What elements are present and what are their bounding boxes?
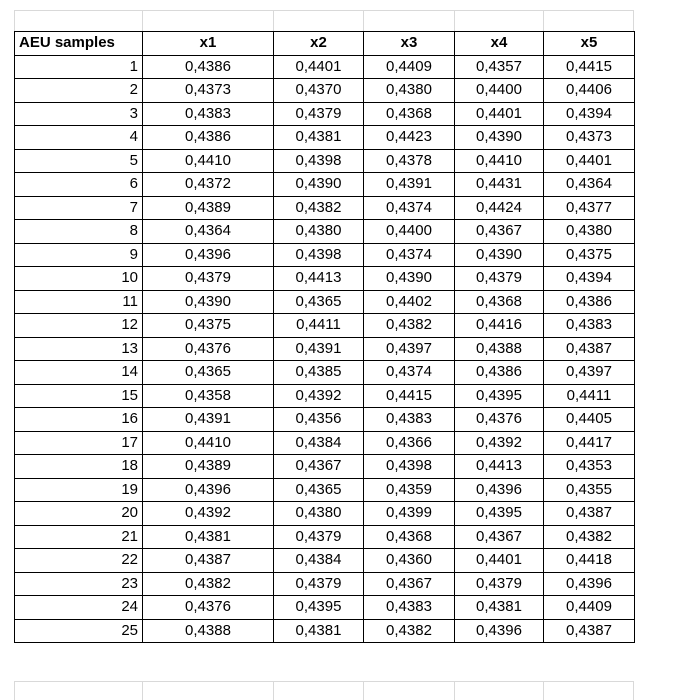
- x3-value-cell[interactable]: 0,4360: [364, 549, 455, 573]
- x1-value-cell[interactable]: 0,4386: [143, 126, 274, 150]
- x3-value-cell[interactable]: 0,4374: [364, 243, 455, 267]
- header-row: [15, 32, 635, 56]
- x4-value-cell[interactable]: 0,4357: [455, 55, 544, 79]
- x5-value-cell[interactable]: 0,4418: [544, 549, 635, 573]
- x2-value-cell[interactable]: 0,4398: [274, 149, 364, 173]
- empty-cell[interactable]: [273, 10, 363, 31]
- x3-value-cell[interactable]: 0,4380: [364, 79, 455, 103]
- table-row: [15, 455, 635, 479]
- sample-index-cell[interactable]: 8: [15, 220, 143, 244]
- x4-value-cell[interactable]: 0,4390: [455, 243, 544, 267]
- empty-cell[interactable]: [14, 10, 142, 31]
- table-row: [15, 431, 635, 455]
- x2-value-cell[interactable]: 0,4390: [274, 173, 364, 197]
- empty-cell[interactable]: [363, 10, 454, 31]
- x5-value-cell[interactable]: 0,4394: [544, 267, 635, 291]
- table-row: [15, 196, 635, 220]
- x3-value-cell[interactable]: 0,4400: [364, 220, 455, 244]
- sample-index-cell[interactable]: 10: [15, 267, 143, 291]
- x2-value-cell[interactable]: 0,4381: [274, 126, 364, 150]
- table-row: [15, 478, 635, 502]
- x3-value-cell[interactable]: 0,4366: [364, 431, 455, 455]
- x4-value-cell[interactable]: 0,4431: [455, 173, 544, 197]
- table-row: [15, 525, 635, 549]
- x4-value-cell[interactable]: 0,4401: [455, 549, 544, 573]
- header-cell-x5[interactable]: x5: [544, 32, 635, 56]
- x5-value-cell[interactable]: 0,4417: [544, 431, 635, 455]
- sample-index-cell[interactable]: 1: [15, 55, 143, 79]
- x3-value-cell[interactable]: 0,4378: [364, 149, 455, 173]
- sample-index-cell[interactable]: 18: [15, 455, 143, 479]
- sample-index-cell[interactable]: 21: [15, 525, 143, 549]
- sample-index-cell[interactable]: 5: [15, 149, 143, 173]
- x5-value-cell[interactable]: 0,4406: [544, 79, 635, 103]
- x4-value-cell[interactable]: 0,4424: [455, 196, 544, 220]
- table-row: [15, 502, 635, 526]
- x2-value-cell[interactable]: 0,4356: [274, 408, 364, 432]
- x3-value-cell[interactable]: 0,4409: [364, 55, 455, 79]
- sample-index-cell[interactable]: 22: [15, 549, 143, 573]
- x2-value-cell[interactable]: 0,4379: [274, 525, 364, 549]
- x1-value-cell[interactable]: 0,4372: [143, 173, 274, 197]
- x1-value-cell[interactable]: 0,4376: [143, 337, 274, 361]
- x1-value-cell[interactable]: 0,4387: [143, 549, 274, 573]
- x2-value-cell[interactable]: 0,4382: [274, 196, 364, 220]
- x1-value-cell[interactable]: 0,4376: [143, 596, 274, 620]
- table-row: [15, 384, 635, 408]
- x3-value-cell[interactable]: 0,4423: [364, 126, 455, 150]
- x1-value-cell[interactable]: 0,4389: [143, 455, 274, 479]
- header-cell-samples[interactable]: AEU samples: [15, 32, 143, 56]
- table-row: [15, 55, 635, 79]
- x5-value-cell[interactable]: 0,4387: [544, 619, 635, 643]
- empty-cell[interactable]: [142, 10, 273, 31]
- x1-value-cell[interactable]: 0,4358: [143, 384, 274, 408]
- x1-value-cell[interactable]: 0,4391: [143, 408, 274, 432]
- x5-value-cell[interactable]: 0,4415: [544, 55, 635, 79]
- empty-cell[interactable]: [14, 681, 142, 700]
- x2-value-cell[interactable]: 0,4391: [274, 337, 364, 361]
- x5-value-cell[interactable]: 0,4411: [544, 384, 635, 408]
- table-row: [15, 290, 635, 314]
- empty-cell[interactable]: [273, 681, 363, 700]
- header-cell-x3[interactable]: x3: [364, 32, 455, 56]
- x5-value-cell[interactable]: 0,4353: [544, 455, 635, 479]
- x2-value-cell[interactable]: 0,4365: [274, 290, 364, 314]
- sample-index-cell[interactable]: 24: [15, 596, 143, 620]
- x5-value-cell[interactable]: 0,4387: [544, 337, 635, 361]
- table-row: [15, 572, 635, 596]
- x3-value-cell[interactable]: 0,4399: [364, 502, 455, 526]
- sample-index-cell[interactable]: 15: [15, 384, 143, 408]
- x3-value-cell[interactable]: 0,4368: [364, 102, 455, 126]
- table-row: [15, 596, 635, 620]
- x5-value-cell[interactable]: 0,4409: [544, 596, 635, 620]
- x1-value-cell[interactable]: 0,4396: [143, 478, 274, 502]
- x4-value-cell[interactable]: 0,4395: [455, 384, 544, 408]
- x5-value-cell[interactable]: 0,4382: [544, 525, 635, 549]
- x2-value-cell[interactable]: 0,4367: [274, 455, 364, 479]
- aeu-samples-table: [14, 31, 635, 643]
- empty-cell[interactable]: [543, 681, 634, 700]
- sample-index-cell[interactable]: 11: [15, 290, 143, 314]
- sample-index-cell[interactable]: 3: [15, 102, 143, 126]
- x4-value-cell[interactable]: 0,4392: [455, 431, 544, 455]
- sample-index-cell[interactable]: 19: [15, 478, 143, 502]
- x3-value-cell[interactable]: 0,4359: [364, 478, 455, 502]
- empty-cell[interactable]: [363, 681, 454, 700]
- x4-value-cell[interactable]: 0,4386: [455, 361, 544, 385]
- x5-value-cell[interactable]: 0,4401: [544, 149, 635, 173]
- x4-value-cell[interactable]: 0,4381: [455, 596, 544, 620]
- x1-value-cell[interactable]: 0,4373: [143, 79, 274, 103]
- x3-value-cell[interactable]: 0,4402: [364, 290, 455, 314]
- x4-value-cell[interactable]: 0,4367: [455, 525, 544, 549]
- x3-value-cell[interactable]: 0,4367: [364, 572, 455, 596]
- table-row: [15, 619, 635, 643]
- x3-value-cell[interactable]: 0,4382: [364, 619, 455, 643]
- x5-value-cell[interactable]: 0,4386: [544, 290, 635, 314]
- x4-value-cell[interactable]: 0,4390: [455, 126, 544, 150]
- x3-value-cell[interactable]: 0,4368: [364, 525, 455, 549]
- table-row: [15, 126, 635, 150]
- table-row: [15, 220, 635, 244]
- x4-value-cell[interactable]: 0,4376: [455, 408, 544, 432]
- x2-value-cell[interactable]: 0,4413: [274, 267, 364, 291]
- x4-value-cell[interactable]: 0,4413: [455, 455, 544, 479]
- x5-value-cell[interactable]: 0,4394: [544, 102, 635, 126]
- x5-value-cell[interactable]: 0,4377: [544, 196, 635, 220]
- x4-value-cell[interactable]: 0,4368: [455, 290, 544, 314]
- x4-value-cell[interactable]: 0,4410: [455, 149, 544, 173]
- table-row: [15, 549, 635, 573]
- sample-index-cell[interactable]: 6: [15, 173, 143, 197]
- x1-value-cell[interactable]: 0,4382: [143, 572, 274, 596]
- table-row: [15, 79, 635, 103]
- x2-value-cell[interactable]: 0,4379: [274, 102, 364, 126]
- header-cell-x4[interactable]: x4: [455, 32, 544, 56]
- x1-value-cell[interactable]: 0,4410: [143, 431, 274, 455]
- x3-value-cell[interactable]: 0,4398: [364, 455, 455, 479]
- x1-value-cell[interactable]: 0,4379: [143, 267, 274, 291]
- table-row: [15, 102, 635, 126]
- x3-value-cell[interactable]: 0,4374: [364, 196, 455, 220]
- x1-value-cell[interactable]: 0,4365: [143, 361, 274, 385]
- table-row: [15, 267, 635, 291]
- x5-value-cell[interactable]: 0,4364: [544, 173, 635, 197]
- empty-gridline-row-top: [14, 10, 634, 31]
- table-row: [15, 243, 635, 267]
- sample-index-cell[interactable]: 17: [15, 431, 143, 455]
- sample-index-cell[interactable]: 4: [15, 126, 143, 150]
- sample-index-cell[interactable]: 14: [15, 361, 143, 385]
- sample-index-cell[interactable]: 7: [15, 196, 143, 220]
- sample-index-cell[interactable]: 13: [15, 337, 143, 361]
- x4-value-cell[interactable]: 0,4400: [455, 79, 544, 103]
- x3-value-cell[interactable]: 0,4383: [364, 408, 455, 432]
- x2-value-cell[interactable]: 0,4401: [274, 55, 364, 79]
- x4-value-cell[interactable]: 0,4379: [455, 267, 544, 291]
- x2-value-cell[interactable]: 0,4411: [274, 314, 364, 338]
- table-row: [15, 149, 635, 173]
- x2-value-cell[interactable]: 0,4398: [274, 243, 364, 267]
- sample-index-cell[interactable]: 25: [15, 619, 143, 643]
- x2-value-cell[interactable]: 0,4392: [274, 384, 364, 408]
- x1-value-cell[interactable]: 0,4390: [143, 290, 274, 314]
- x1-value-cell[interactable]: 0,4381: [143, 525, 274, 549]
- x2-value-cell[interactable]: 0,4385: [274, 361, 364, 385]
- spreadsheet: [14, 10, 634, 700]
- x1-value-cell[interactable]: 0,4388: [143, 619, 274, 643]
- x1-value-cell[interactable]: 0,4383: [143, 102, 274, 126]
- x3-value-cell[interactable]: 0,4382: [364, 314, 455, 338]
- x4-value-cell[interactable]: 0,4395: [455, 502, 544, 526]
- sample-index-cell[interactable]: 12: [15, 314, 143, 338]
- empty-cell[interactable]: [543, 10, 634, 31]
- x1-value-cell[interactable]: 0,4410: [143, 149, 274, 173]
- header-cell-x2[interactable]: x2: [274, 32, 364, 56]
- x3-value-cell[interactable]: 0,4391: [364, 173, 455, 197]
- table-row: [15, 173, 635, 197]
- x2-value-cell[interactable]: 0,4380: [274, 220, 364, 244]
- x3-value-cell[interactable]: 0,4415: [364, 384, 455, 408]
- x4-value-cell[interactable]: 0,4388: [455, 337, 544, 361]
- empty-gridline-row-bottom: [14, 681, 634, 700]
- x1-value-cell[interactable]: 0,4392: [143, 502, 274, 526]
- x2-value-cell[interactable]: 0,4384: [274, 431, 364, 455]
- x2-value-cell[interactable]: 0,4365: [274, 478, 364, 502]
- table-row: [15, 361, 635, 385]
- x5-value-cell[interactable]: 0,4396: [544, 572, 635, 596]
- x2-value-cell[interactable]: 0,4370: [274, 79, 364, 103]
- x4-value-cell[interactable]: 0,4367: [455, 220, 544, 244]
- x5-value-cell[interactable]: 0,4380: [544, 220, 635, 244]
- table-row: [15, 337, 635, 361]
- x5-value-cell[interactable]: 0,4405: [544, 408, 635, 432]
- x3-value-cell[interactable]: 0,4374: [364, 361, 455, 385]
- x5-value-cell[interactable]: 0,4375: [544, 243, 635, 267]
- empty-cell[interactable]: [454, 681, 543, 700]
- sample-index-cell[interactable]: 16: [15, 408, 143, 432]
- x3-value-cell[interactable]: 0,4383: [364, 596, 455, 620]
- x1-value-cell[interactable]: 0,4389: [143, 196, 274, 220]
- x2-value-cell[interactable]: 0,4384: [274, 549, 364, 573]
- x4-value-cell[interactable]: 0,4396: [455, 619, 544, 643]
- x5-value-cell[interactable]: 0,4387: [544, 502, 635, 526]
- sample-index-cell[interactable]: 9: [15, 243, 143, 267]
- header-cell-x1[interactable]: x1: [143, 32, 274, 56]
- x5-value-cell[interactable]: 0,4373: [544, 126, 635, 150]
- x2-value-cell[interactable]: 0,4380: [274, 502, 364, 526]
- x4-value-cell[interactable]: 0,4379: [455, 572, 544, 596]
- x2-value-cell[interactable]: 0,4395: [274, 596, 364, 620]
- x3-value-cell[interactable]: 0,4390: [364, 267, 455, 291]
- x2-value-cell[interactable]: 0,4381: [274, 619, 364, 643]
- x5-value-cell[interactable]: 0,4383: [544, 314, 635, 338]
- x1-value-cell[interactable]: 0,4364: [143, 220, 274, 244]
- table-body: [15, 55, 635, 643]
- table-row: [15, 314, 635, 338]
- x2-value-cell[interactable]: 0,4379: [274, 572, 364, 596]
- sample-index-cell[interactable]: 23: [15, 572, 143, 596]
- empty-cell[interactable]: [454, 10, 543, 31]
- x1-value-cell[interactable]: 0,4375: [143, 314, 274, 338]
- x1-value-cell[interactable]: 0,4386: [143, 55, 274, 79]
- x5-value-cell[interactable]: 0,4397: [544, 361, 635, 385]
- x5-value-cell[interactable]: 0,4355: [544, 478, 635, 502]
- sample-index-cell[interactable]: 20: [15, 502, 143, 526]
- x4-value-cell[interactable]: 0,4401: [455, 102, 544, 126]
- x1-value-cell[interactable]: 0,4396: [143, 243, 274, 267]
- empty-cell[interactable]: [142, 681, 273, 700]
- x4-value-cell[interactable]: 0,4416: [455, 314, 544, 338]
- table-row: [15, 408, 635, 432]
- x4-value-cell[interactable]: 0,4396: [455, 478, 544, 502]
- x3-value-cell[interactable]: 0,4397: [364, 337, 455, 361]
- sample-index-cell[interactable]: 2: [15, 79, 143, 103]
